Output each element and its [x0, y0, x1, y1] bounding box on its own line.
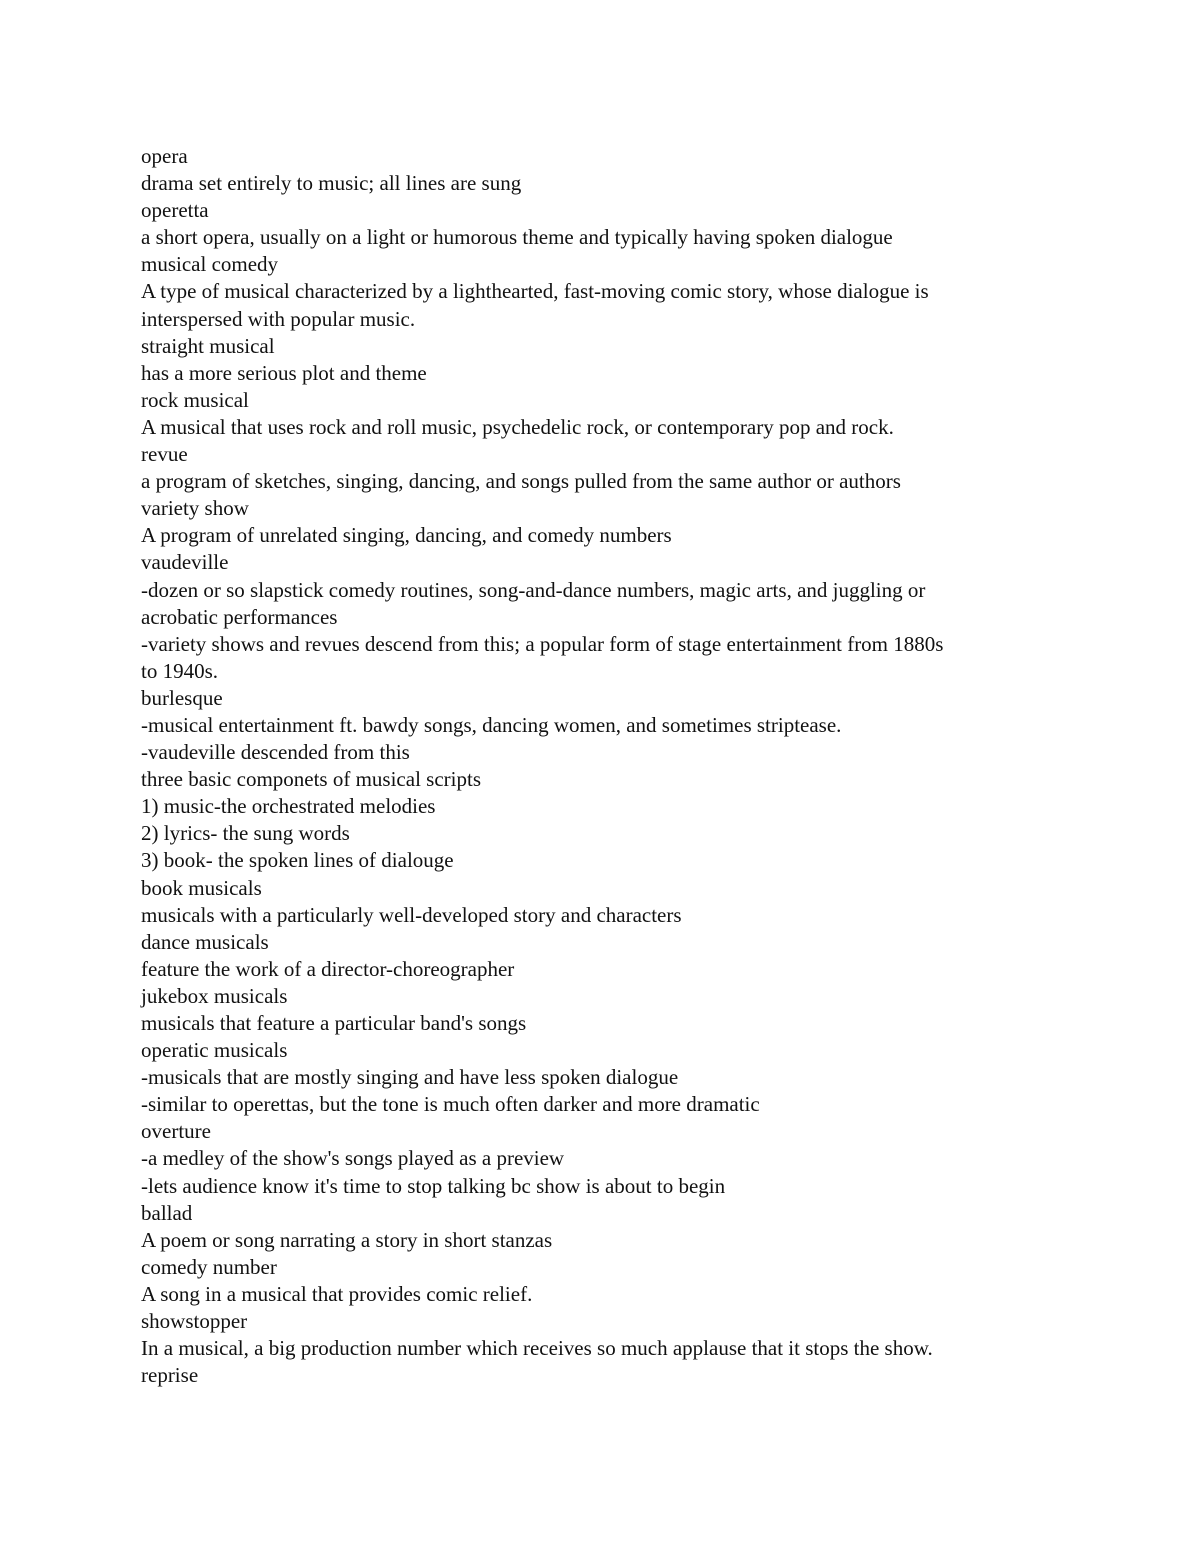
definition-line: A program of unrelated singing, dancing, and comedy numbers — [141, 523, 672, 548]
term-line: rock musical — [141, 387, 249, 412]
definition-line: -variety shows and revues descend from this; a popular form of stage entertainment from 1880s — [141, 631, 944, 656]
term-line: comedy number — [141, 1254, 277, 1279]
definition-line: acrobatic performances — [141, 604, 338, 629]
term-line: vaudeville — [141, 550, 229, 575]
definition-line: -similar to operettas, but the tone is much often darker and more dramatic — [141, 1092, 760, 1117]
term-line: jukebox musicals — [141, 983, 288, 1008]
definition-line: musicals that feature a particular band's songs — [141, 1011, 527, 1035]
definition-line: -a medley of the show's songs played as a preview — [141, 1146, 565, 1171]
definition-line: a short opera, usually on a light or humorous theme and typically having spoken dialogue — [141, 225, 893, 250]
definition-line: A song in a musical that provides comic relief. — [141, 1281, 533, 1306]
term-line: dance musicals — [141, 929, 269, 954]
definition-line: -dozen or so slapstick comedy routines, song-and-dance numbers, magic arts, and juggling or — [141, 577, 926, 602]
term-line: overture — [141, 1119, 211, 1144]
definition-line: to 1940s. — [141, 658, 219, 683]
term-line: burlesque — [141, 685, 223, 710]
definition-line: A type of musical characterized by a lighthearted, fast-moving comic story, whose dialogue is — [141, 279, 929, 304]
definition-line: drama set entirely to music; all lines are sung — [141, 171, 522, 196]
definition-line: 2) lyrics- the sung words — [141, 821, 350, 846]
definition-line: 3) book- the spoken lines of dialouge — [141, 848, 454, 873]
term-line: opera — [141, 144, 188, 168]
term-line: operetta — [141, 198, 209, 223]
definition-line: -lets audience know it's time to stop talking bc show is about to begin — [141, 1173, 726, 1198]
definition-line: feature the work of a director-choreographer — [141, 956, 515, 981]
definition-line: musicals with a particularly well-developed story and characters — [141, 902, 682, 927]
definition-line: 1) music-the orchestrated melodies — [141, 794, 436, 819]
term-line: ballad — [141, 1200, 193, 1225]
definition-line: -vaudeville descended from this — [141, 740, 410, 765]
definition-line: interspersed with popular music. — [141, 306, 416, 331]
definition-line: A musical that uses rock and roll music, psychedelic rock, or contemporary pop and rock. — [141, 414, 894, 439]
term-line: musical comedy — [141, 252, 279, 277]
definition-line: In a musical, a big production number which receives so much applause that it stops the show. — [141, 1336, 933, 1361]
term-line: operatic musicals — [141, 1038, 288, 1063]
term-line: reprise — [141, 1363, 199, 1388]
definition-line: a program of sketches, singing, dancing, and songs pulled from the same author or authors — [141, 469, 901, 494]
term-line: variety show — [141, 496, 249, 521]
definition-line: A poem or song narrating a story in short stanzas — [141, 1227, 553, 1252]
term-line: three basic componets of musical scripts — [141, 767, 481, 792]
term-line: book musicals — [141, 875, 262, 900]
term-line: straight musical — [141, 333, 275, 358]
term-line: showstopper — [141, 1309, 248, 1334]
definition-line: -musicals that are mostly singing and have less spoken dialogue — [141, 1065, 679, 1090]
definition-line: -musical entertainment ft. bawdy songs, dancing women, and sometimes striptease. — [141, 712, 842, 737]
definition-line: has a more serious plot and theme — [141, 360, 427, 385]
document-page — [141, 143, 1141, 1389]
term-line: revue — [141, 442, 188, 467]
